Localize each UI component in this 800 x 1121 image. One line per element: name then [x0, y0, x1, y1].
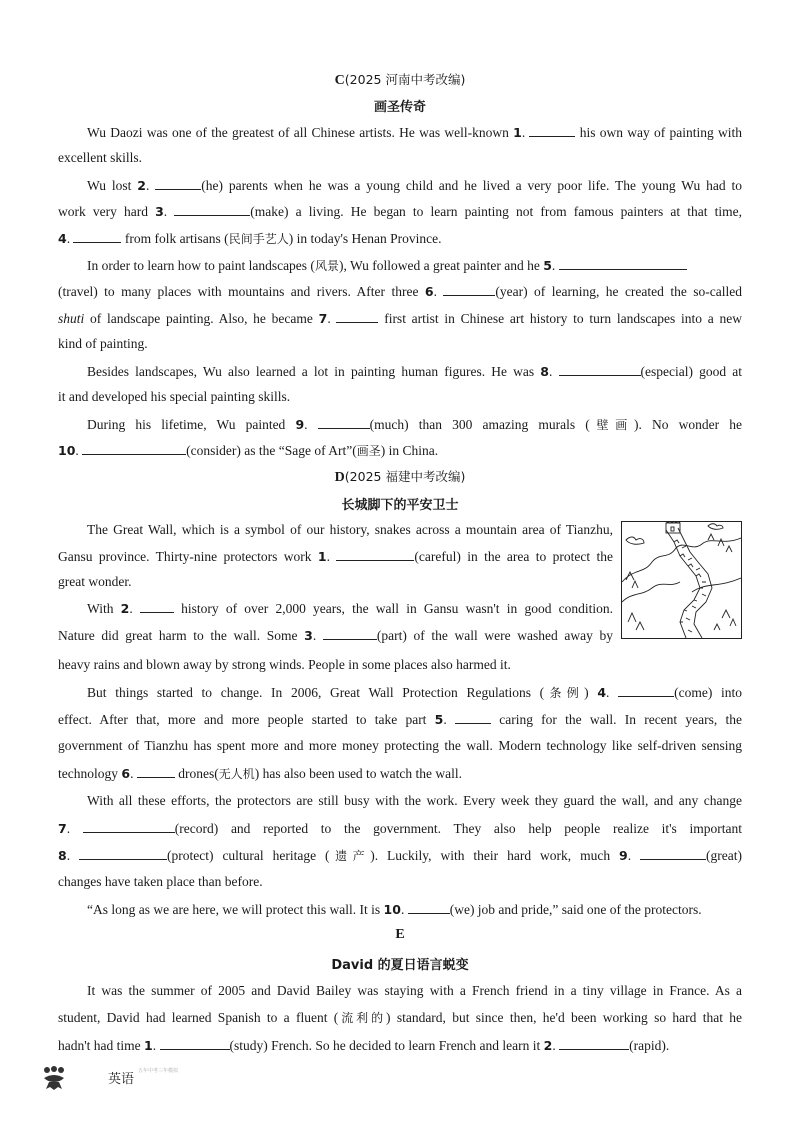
passage-line: it and developed his special painting skills. — [58, 389, 291, 404]
blank-number: 3 — [304, 628, 313, 643]
answer-blank[interactable] — [443, 282, 495, 296]
passage-line: With 2. history of over 2,000 years, the wall in Gansu wasn't in good condition. — [87, 601, 614, 616]
answer-blank[interactable] — [140, 599, 174, 613]
passage-line: 8. (protect) cultural heritage (遗产). Luckily, with their hard work, much 9. (great) — [58, 848, 743, 863]
answer-blank[interactable] — [83, 819, 175, 833]
answer-blank[interactable] — [73, 229, 121, 243]
blank-number: 9 — [295, 417, 305, 432]
blank-number: 5 — [543, 258, 552, 273]
section-letter: E — [395, 927, 405, 942]
great-wall-drawing — [622, 522, 741, 638]
blank-number: 2 — [543, 1038, 553, 1053]
section-source: (2025 福建中考改编) — [344, 469, 466, 484]
passage-line: work very hard 3. (make) a living. He began to learn painting not from famous painters at that time, — [58, 204, 743, 219]
blank-number: 2 — [137, 178, 146, 193]
passage-line: heavy rains and blown away by strong winds. People in some places also harmed it. — [58, 657, 511, 672]
section-e-title: David 的夏日语言蜕变 — [331, 958, 469, 973]
passage-line: excellent skills. — [58, 150, 142, 165]
answer-blank[interactable] — [408, 900, 450, 914]
passage-line: technology 6. drones(无人机) has also been used to watch the wall. — [58, 766, 463, 781]
answer-blank[interactable] — [455, 710, 491, 724]
passage-line: Besides landscapes, Wu also learned a lot in painting human figures. He was 8. (especial) good at — [87, 364, 742, 379]
blank-number: 10 — [58, 443, 76, 458]
section-letter: C — [334, 73, 345, 88]
blank-number: 8 — [58, 848, 67, 863]
passage-line: kind of painting. — [58, 336, 148, 351]
section-e-heading — [0, 927, 800, 943]
answer-blank[interactable] — [618, 683, 674, 697]
blank-number: 7 — [318, 311, 328, 326]
passage-line: During his lifetime, Wu painted 9. (much) than 300 amazing murals (壁画). No wonder he — [87, 417, 742, 432]
section-d-heading — [0, 467, 800, 486]
passage-line: It was the summer of 2005 and David Bailey was staying with a French friend in a tiny village in France. As a — [87, 983, 742, 998]
blank-number: 6 — [121, 766, 131, 781]
footer-subject: 英语 — [108, 1072, 135, 1087]
answer-blank[interactable] — [82, 441, 186, 455]
blank-number: 2 — [120, 601, 130, 616]
passage-line: government of Tianzhu has spent more and more money protecting the wall. Modern technology like self-driven sensing — [58, 738, 742, 753]
passage-line: hadn't had time 1. (study) French. So he decided to learn French and learn it 2. (rapid). — [58, 1038, 670, 1053]
passage-line: student, David had learned Spanish to a fluent (流利的) standard, but since then, he'd been working so hard that he — [58, 1010, 742, 1025]
passage-line: great wonder. — [58, 574, 132, 589]
passage-line: In order to learn how to paint landscapes (风景), Wu followed a great painter and he 5. — [58, 256, 742, 275]
passage-line: effect. After that, more and more people started to take part 5. caring for the wall. In recent years, the — [58, 712, 742, 727]
blank-number: 10 — [383, 902, 401, 917]
answer-blank[interactable] — [559, 1036, 629, 1050]
answer-blank[interactable] — [336, 309, 378, 323]
answer-blank[interactable] — [323, 626, 377, 640]
publisher-logo-icon — [40, 1064, 68, 1090]
blank-number: 7 — [58, 821, 67, 836]
passage-line: Wu Daozi was one of the greatest of all Chinese artists. He was well-known 1. his own way of painting with — [87, 125, 742, 140]
passage-line: 4. from folk artisans (民间手艺人) in today's Henan Province. — [58, 231, 442, 246]
answer-blank[interactable] — [640, 846, 706, 860]
section-letter: D — [334, 470, 345, 485]
blank-number: 3 — [155, 204, 164, 219]
blank-number: 1 — [513, 125, 522, 140]
blank-number: 1 — [317, 549, 327, 564]
passage-line: Wu lost 2. (he) parents when he was a young child and he lived a very poor life. The young Wu had to — [87, 178, 742, 193]
section-d-title: 长城脚下的平安卫士 — [341, 498, 459, 513]
blank-number: 5 — [434, 712, 444, 727]
passage-line: (travel) to many places with mountains and rivers. After three 6. (year) of learning, he created the so-called — [58, 284, 742, 299]
passage-line: changes have taken place than before. — [58, 874, 263, 889]
section-source: (2025 河南中考改编) — [344, 72, 466, 87]
section-c-heading — [0, 70, 800, 89]
blank-number: 6 — [424, 284, 434, 299]
passage-line: 7. (record) and reported to the government. They also help people realize it's important — [58, 821, 742, 836]
passage-line: But things started to change. In 2006, Great Wall Protection Regulations (条例) 4. (come) into — [87, 685, 743, 700]
footer-series-text: 五年中考三年模拟 — [138, 1068, 179, 1074]
answer-blank[interactable] — [160, 1036, 230, 1050]
answer-blank[interactable] — [174, 202, 250, 216]
blank-number: 9 — [619, 848, 628, 863]
answer-blank[interactable] — [336, 547, 414, 561]
answer-blank[interactable] — [559, 256, 687, 270]
passage-line: Nature did great harm to the wall. Some 3. (part) of the wall were washed away by — [58, 628, 613, 643]
answer-blank[interactable] — [137, 764, 175, 778]
answer-blank[interactable] — [559, 362, 641, 376]
blank-number: 1 — [144, 1038, 153, 1053]
answer-blank[interactable] — [318, 415, 370, 429]
blank-number: 4 — [597, 685, 607, 700]
passage-line: Gansu province. Thirty-nine protectors work 1. (careful) in the area to protect the — [58, 549, 613, 564]
great-wall-illustration — [621, 521, 742, 639]
answer-blank[interactable] — [529, 123, 575, 137]
passage-line: The Great Wall, which is a symbol of our history, snakes across a mountain area of Tianzhu, — [87, 522, 613, 537]
section-c-title: 画圣传奇 — [373, 100, 426, 115]
answer-blank[interactable] — [79, 846, 167, 860]
passage-line: shuti of landscape painting. Also, he became 7. first artist in Chinese art history to turn landscapes into a new — [58, 311, 743, 326]
blank-number: 8 — [540, 364, 549, 379]
passage-line: With all these efforts, the protectors are still busy with the work. Every week they guard the wall, and any change — [87, 793, 742, 808]
answer-blank[interactable] — [155, 176, 201, 190]
blank-number: 4 — [58, 231, 67, 246]
passage-line: 10. (consider) as the “Sage of Art”(画圣) in China. — [58, 443, 439, 458]
passage-line: “As long as we are here, we will protect this wall. It is 10. (we) job and pride,” said one of the protectors. — [87, 902, 702, 917]
